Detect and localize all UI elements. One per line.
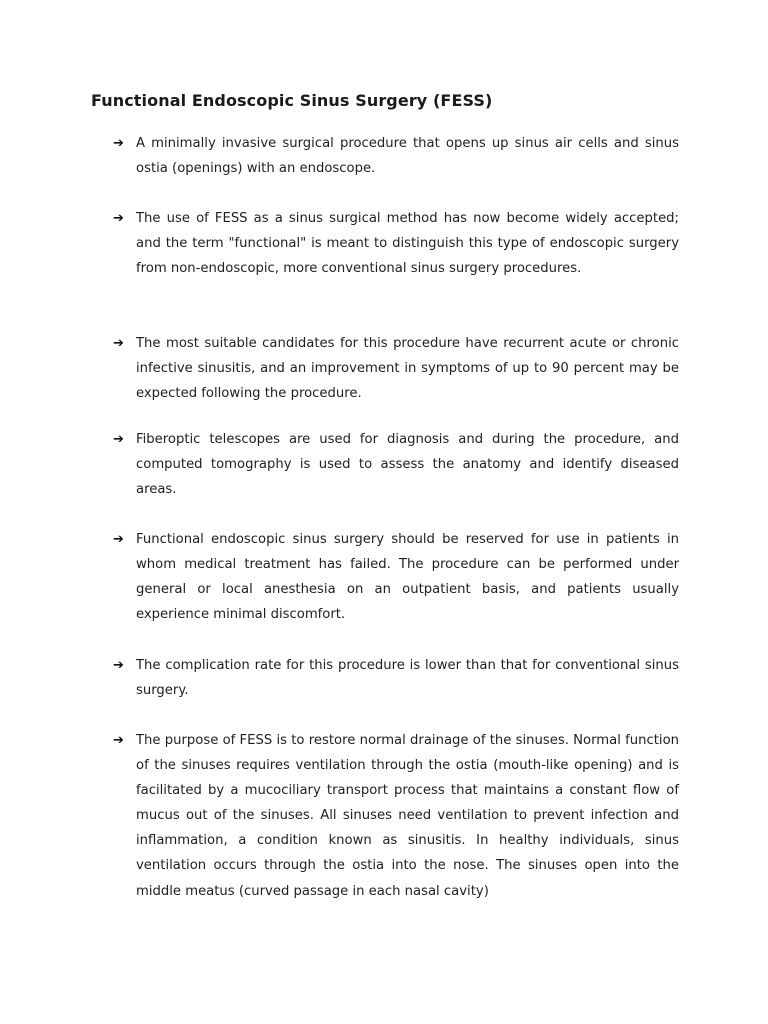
bullet-text: The most suitable candidates for this procedure have recurrent acute or chronic infective sinusitis, and an improvement in symptoms of up to 90 percent may be expected following the procedure. [136,336,679,402]
bullet-item [113,653,679,703]
bullet-item [113,527,679,627]
bullet-item [113,427,679,502]
arrow-right-icon: ➔ [113,658,124,673]
arrow-right-icon: ➔ [113,733,124,748]
bullet-text: The purpose of FESS is to restore normal drainage of the sinuses. Normal function of the sinuses requires ventilation through the ostia (mouth-like opening) and is facilitated by a mucociliary transport process that maintains a constant flow of mucus out of the sinuses. All sinuses need ventilation to prevent infection and inflammation, a condition known as sinusitis. In healthy individuals, sinus ventilation occurs through the ostia into the nose. The sinuses open into the middle meatus (curved passage in each nasal cavity) [136,733,679,899]
bullet-text: Fiberoptic telescopes are used for diagnosis and during the procedure, and computed tomography is used to assess the anatomy and identify diseased areas. [136,432,679,498]
bullet-text: The use of FESS as a sinus surgical method has now become widely accepted; and the term "functional" is meant to distinguish this type of endoscopic surgery from non-endoscopic, more conventional sinus surgery procedures. [136,211,679,277]
bullet-item [113,206,679,281]
bullet-item [113,331,679,406]
arrow-right-icon: ➔ [113,336,124,351]
bullet-item [113,728,679,904]
arrow-right-icon: ➔ [113,432,124,447]
bullet-text: A minimally invasive surgical procedure that opens up sinus air cells and sinus ostia (openings) with an endoscope. [136,136,679,177]
bullet-item [113,131,679,181]
bullet-text: Functional endoscopic sinus surgery should be reserved for use in patients in whom medical treatment has failed. The procedure can be performed under general or local anesthesia on an outpatient basis, and patients usually experience minimal discomfort. [136,532,679,623]
bullet-text: The complication rate for this procedure is lower than that for conventional sinus surgery. [136,658,679,699]
arrow-right-icon: ➔ [113,136,124,151]
arrow-right-icon: ➔ [113,211,124,226]
page-title: Functional Endoscopic Sinus Surgery (FESS) [91,91,493,110]
arrow-right-icon: ➔ [113,532,124,547]
